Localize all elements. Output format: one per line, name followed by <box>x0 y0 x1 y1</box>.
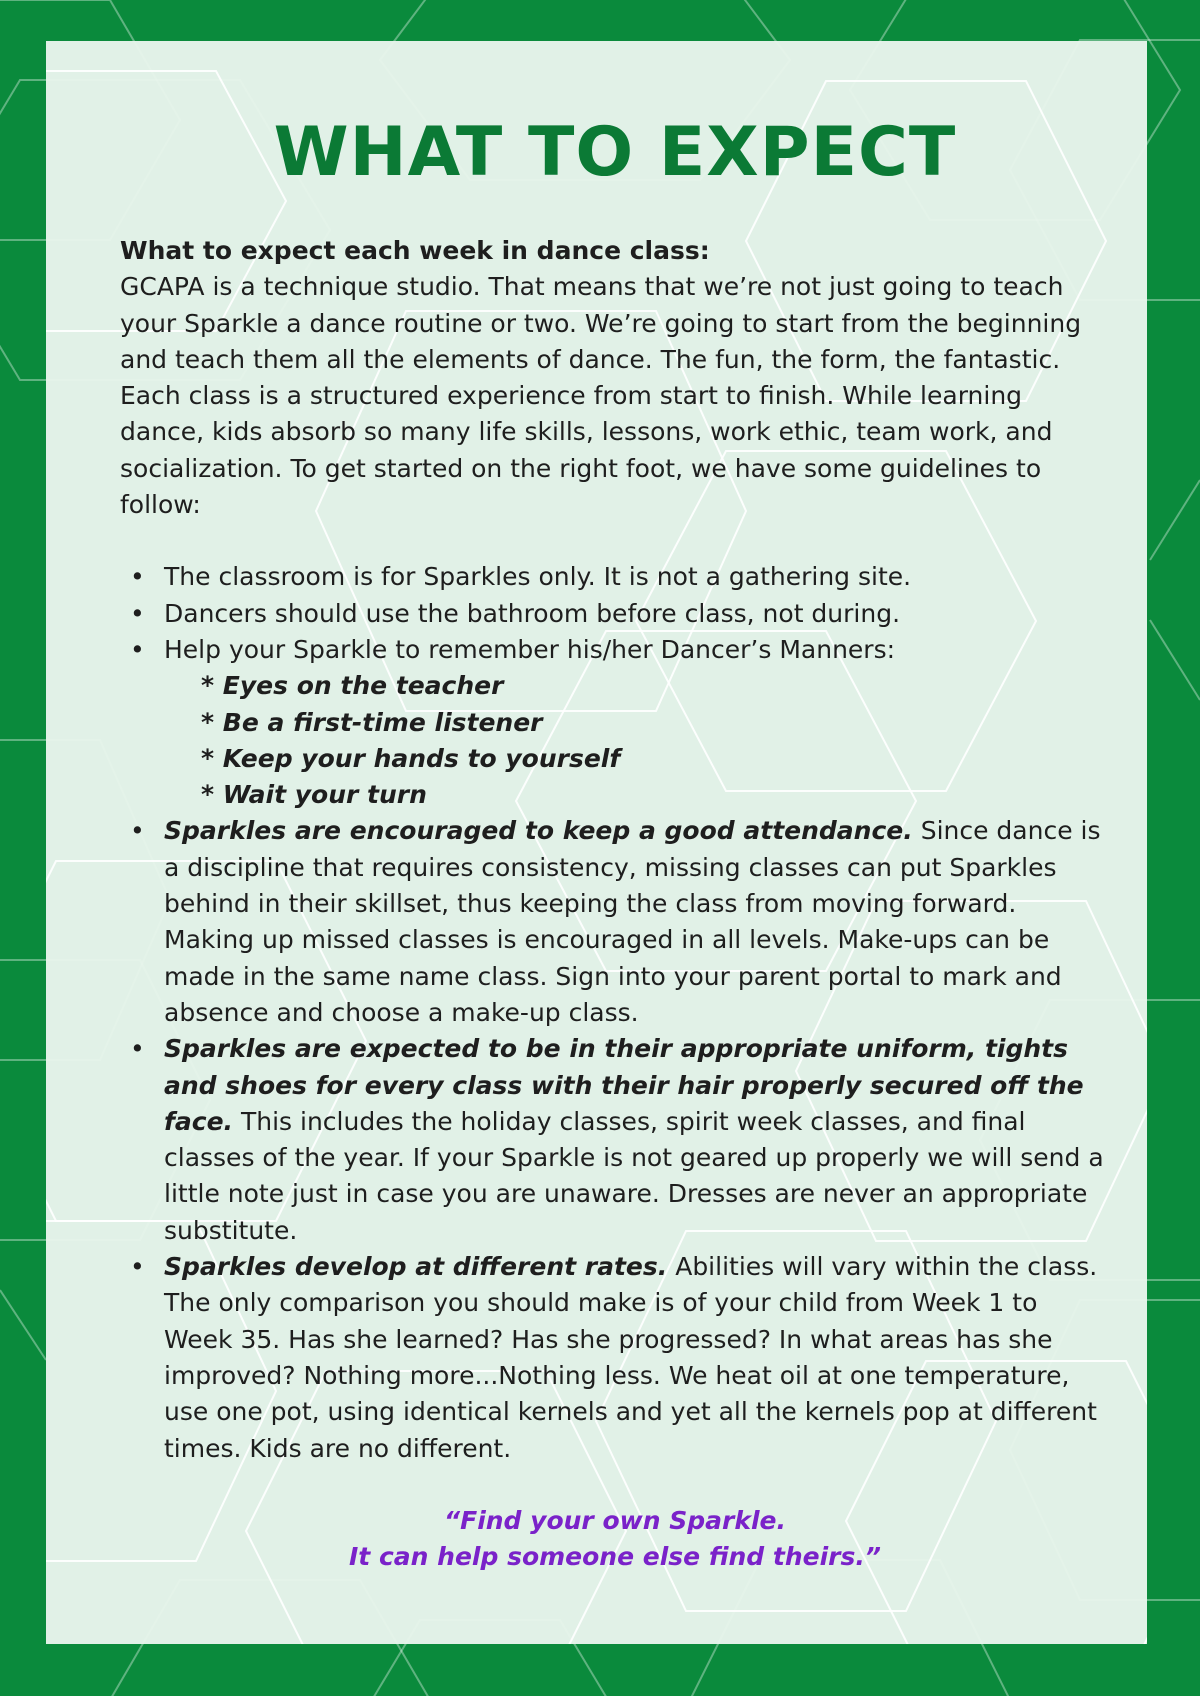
list-item <box>164 813 1110 1031</box>
bathroom-guideline: Dancers should use the bathroom before class, not during. <box>164 598 901 628</box>
attendance-heading: Sparkles are encouraged to keep a good attendance. <box>164 816 913 846</box>
intro-paragraph: GCAPA is a technique studio. That means that we’re not just going to teach your Sparkle a dance routine or two. We’re going to start from the beginning and teach them all the elements of dance. The fun, the form, the fantastic. Each class is a structured experience from start to finish. While learning dance, kids absorb so many life skills, lessons, work ethic, team work, and socialization. To get started on the right foot, we have some guidelines to follow: <box>120 272 1082 520</box>
section-subheading: What to expect each week in dance class: <box>120 236 710 265</box>
uniform-text: This includes the holiday classes, spirit week classes, and final classes of the year. If your Sparkle is not geared up properly we will send a little note just in case you are unaware. Dresses are never an appropriate substitute. <box>164 1106 1104 1245</box>
list-item <box>164 1031 1110 1249</box>
manner-item: * Eyes on the teacher <box>201 671 504 701</box>
list-item <box>164 632 1110 813</box>
closing-quote <box>120 1503 1110 1576</box>
quote-line-1: “Find your own Sparkle. <box>444 1505 786 1535</box>
uniform-heading: Sparkles are expected to be in their appropriate uniform, tights and shoes for every class with their hair properly secured off the face. <box>164 1034 1084 1136</box>
page-content <box>120 113 1110 1575</box>
manner-item: * Keep your hands to yourself <box>201 743 621 773</box>
classroom-guideline: The classroom is for Sparkles only. It is not a gathering site. <box>164 562 912 592</box>
development-heading: Sparkles develop at different rates. <box>164 1252 668 1282</box>
list-item <box>164 596 1110 632</box>
list-item <box>164 559 1110 595</box>
guidelines-list <box>120 559 1110 1466</box>
manners-intro: Help your Sparkle to remember his/her Dancer’s Manners: <box>164 634 896 664</box>
quote-line-2: It can help someone else find theirs.” <box>349 1542 881 1572</box>
page-title: WHAT TO EXPECT <box>273 113 957 192</box>
manner-item: * Wait your turn <box>201 780 427 810</box>
content-panel <box>46 41 1147 1644</box>
manner-item: * Be a first-time listener <box>201 707 543 737</box>
attendance-text: Since dance is a discipline that requires consistency, missing classes can put Sparkles behind in their skillset, thus keeping the class from moving forward. Making up missed classes is encouraged in all levels. Make-ups can be made in the same name class. Sign into your parent portal to mark and absence and choose a make-up class. <box>164 816 1101 1027</box>
dancer-manners-list <box>164 668 1110 813</box>
list-item <box>164 1249 1110 1467</box>
development-text: Abilities will vary within the class. The only comparison you should make is of your child from Week 1 to Week 35. Has she learned? Has she progressed? In what areas has she improved? Nothing more...Nothing less. We heat oil at one temperature, use one pot, using identical kernels and yet all the kernels pop at different times. Kids are no different. <box>164 1252 1098 1463</box>
